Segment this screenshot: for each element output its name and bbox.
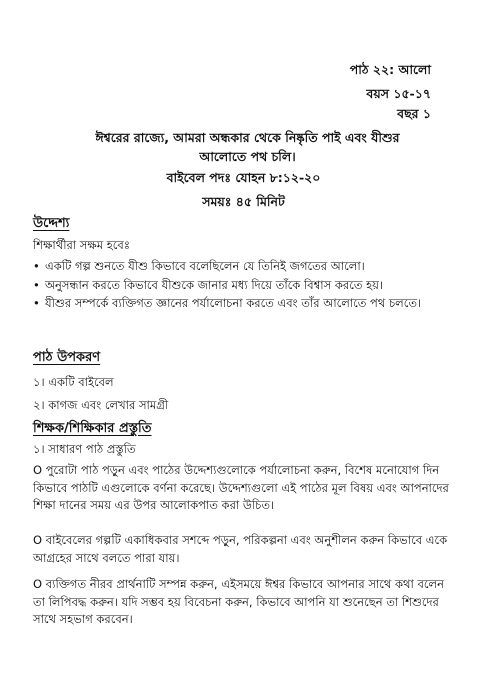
material-item: ২। কাগজ এবং লেখার সামগ্রী: [33, 398, 169, 412]
objectives-intro: শিক্ষার্থীরা সক্ষম হবেঃ: [33, 238, 130, 252]
teacher-prep-subheading: ১। সাধারণ পাঠ প্রস্তুতি: [33, 442, 136, 456]
list-item: [33, 295, 443, 313]
objective-text: একটি গল্প শুনতে যীশু কিভাবে বলেছিলেন যে তিনিই জগতের আলো।: [45, 259, 365, 273]
year-label: বছর ১: [397, 106, 431, 121]
bullet-icon: •: [33, 296, 40, 310]
teacher-prep-heading: শিক্ষক/শিক্ষিকার প্রস্তুতি: [33, 421, 152, 436]
list-item: [33, 277, 443, 295]
prep-paragraph: O ব্যক্তিগত নীরব প্রার্থনাটি সম্পন্ন করুন, এইসময়ে ঈশ্বর কিভাবে আপনার সাথে কথা বলেন তা লিপিবদ্ধ করুন। যদি সম্ভব হয় বিবেচনা করুন, কিভাবে আপনি যা শুনেছেন তা শিশুদের সাথে সহভাগ করবেন।: [33, 577, 444, 626]
list-item: [33, 258, 443, 276]
bible-passage: বাইবেল পদঃ যোহন ৮:১২-২০: [166, 170, 321, 185]
lesson-title: পাঠ ২২: আলো: [349, 62, 431, 77]
prep-paragraph: O পুরোটা পাঠ পড়ুন এবং পাঠের উদ্দেশ্যগুলোকে পর্যালোচনা করুন, বিশেষ মনোযোগ দিন কিভাবে পাঠটি এগুলোকে বর্ণনা করেছে। উদ্দেশ্যগুলো এই পাঠের মূল বিষয় এবং আপনাদের শিক্ষা দানের সময় এর উপর আলোকপাত করা উচিত।: [33, 463, 449, 512]
materials-heading: পাঠ উপকরণ: [33, 350, 101, 365]
age-range: বয়স ১৫-১৭: [366, 86, 431, 101]
prep-paragraph: O বাইবেলের গল্পটি একাধিকবার সশব্দে পড়ুন, পরিকল্পনা এবং অনুশীলন করুন কিভাবে একে আগ্রহের সাথে বলতে পারা যায়।: [33, 533, 448, 565]
bullet-icon: •: [33, 277, 40, 292]
objectives-heading: উদ্দেশ্য: [33, 216, 70, 231]
objectives-list: [33, 258, 443, 314]
objective-text: অনুসন্ধান করতে কিভাবে যীশুকে জানার মধ্য দিয়ে তাঁকে বিশ্বাস করতে হয়।: [45, 277, 384, 292]
lesson-time: সময়ঃ ৪৫ মিনিট: [202, 194, 285, 209]
lesson-intro: ঈশ্বরের রাজ্যে, আমরা অন্ধকার থেকে নিষ্কৃতি পাই এবং যীশুর আলোতে পথ চলি।: [95, 130, 400, 164]
objective-text: যীশুর সম্পর্কে ব্যক্তিগত জ্ঞানের পর্যালোচনা করতে এবং তাঁর আলোতে পথ চলতে।: [45, 296, 422, 310]
bullet-icon: •: [33, 259, 40, 273]
material-item: ১। একটি বাইবেল: [33, 375, 114, 389]
